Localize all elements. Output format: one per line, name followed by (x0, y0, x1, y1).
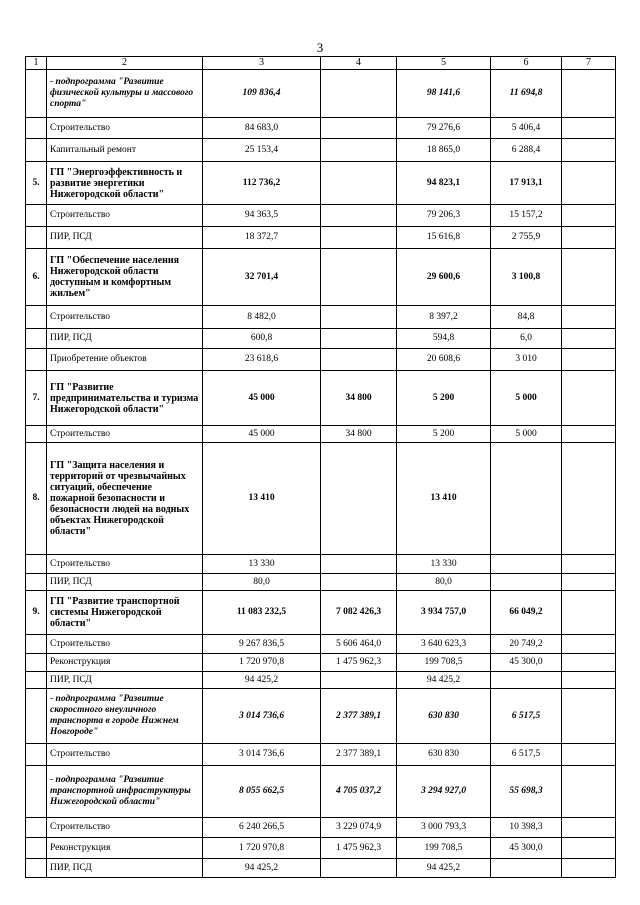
row-label: ГП "Обеспечение населения Нижегородской области доступным и комфортным жильем" (47, 249, 203, 306)
row-label: - подпрограмма "Развитие физической культуры и массового спорта" (47, 70, 203, 118)
table-cell (321, 139, 397, 162)
table-cell (491, 672, 562, 689)
table-cell: 11 083 232,5 (203, 591, 321, 635)
table-cell: 15 157,2 (491, 205, 562, 227)
table-cell: 8 397,2 (397, 306, 491, 329)
table-cell (26, 838, 47, 859)
table-cell (26, 329, 47, 349)
table-cell: 3 100,8 (491, 249, 562, 306)
row-label: ПИР, ПСД (47, 672, 203, 689)
table-cell: 6,0 (491, 329, 562, 349)
table-cell: 6 517,5 (491, 744, 562, 766)
table-row (26, 838, 616, 859)
table-cell (562, 329, 616, 349)
table-cell (321, 859, 397, 878)
row-label: ГП "Развитие предпринимательства и туризма Нижегородской области" (47, 371, 203, 426)
table-cell (26, 118, 47, 139)
table-cell: 34 800 (321, 426, 397, 443)
table-row (26, 349, 616, 371)
table-cell: 630 830 (397, 744, 491, 766)
table-row (26, 306, 616, 329)
table-cell (562, 574, 616, 591)
table-cell: 94 425,2 (397, 859, 491, 878)
table-cell: 1 475 962,3 (321, 654, 397, 672)
table-cell: 66 049,2 (491, 591, 562, 635)
table-cell: 3 000 793,3 (397, 818, 491, 838)
table-cell (321, 118, 397, 139)
table-cell: 84 683,0 (203, 118, 321, 139)
row-label: Приобретение объектов (47, 349, 203, 371)
table-cell: 1 720 970,8 (203, 838, 321, 859)
table-cell (562, 859, 616, 878)
table-row (26, 744, 616, 766)
table-cell (26, 426, 47, 443)
table-cell: 79 206,3 (397, 205, 491, 227)
row-label: Строительство (47, 306, 203, 329)
table-cell: 5 606 464,0 (321, 635, 397, 654)
table-cell: 9 267 836,5 (203, 635, 321, 654)
table-cell (562, 162, 616, 205)
row-label: ГП "Развитие транспортной системы Нижегородской области" (47, 591, 203, 635)
table-cell (26, 672, 47, 689)
header-cell: 5 (397, 57, 491, 70)
page-number: 3 (316, 40, 324, 55)
table-row (26, 162, 616, 205)
table-row (26, 139, 616, 162)
table-cell (491, 859, 562, 878)
table-cell: 8 055 662,5 (203, 766, 321, 818)
table-cell (26, 139, 47, 162)
table-cell (562, 654, 616, 672)
row-label: Строительство (47, 205, 203, 227)
table-cell (321, 162, 397, 205)
table-cell: 3 014 736,6 (203, 689, 321, 744)
table-cell: 8 482,0 (203, 306, 321, 329)
table-cell: 7 082 426,3 (321, 591, 397, 635)
header-cell: 2 (47, 57, 203, 70)
table-cell: 29 600,6 (397, 249, 491, 306)
header-cell: 6 (491, 57, 562, 70)
table-cell (562, 426, 616, 443)
table-cell: 80,0 (203, 574, 321, 591)
table-cell: 79 276,6 (397, 118, 491, 139)
table-cell: 18 372,7 (203, 227, 321, 249)
table-cell: 6 517,5 (491, 689, 562, 744)
table-cell: 10 398,3 (491, 818, 562, 838)
table-cell (26, 227, 47, 249)
table-cell (321, 249, 397, 306)
table-cell: 112 736,2 (203, 162, 321, 205)
row-label: Строительство (47, 635, 203, 654)
budget-table (25, 56, 616, 878)
table-cell: 3 934 757,0 (397, 591, 491, 635)
table-cell: 94 363,5 (203, 205, 321, 227)
table-cell (321, 70, 397, 118)
table-row (26, 689, 616, 744)
table-cell: 13 410 (203, 443, 321, 555)
table-cell: 2 377 389,1 (321, 744, 397, 766)
table-cell: 4 705 037,2 (321, 766, 397, 818)
table-cell (562, 838, 616, 859)
header-cell: 1 (26, 57, 47, 70)
table-cell (491, 443, 562, 555)
row-label: Строительство (47, 426, 203, 443)
table-cell: 3 294 927,0 (397, 766, 491, 818)
table-cell: 594,8 (397, 329, 491, 349)
table-cell (562, 139, 616, 162)
table-cell: 600,8 (203, 329, 321, 349)
table-row (26, 249, 616, 306)
table-cell (26, 818, 47, 838)
table-cell: 11 694,8 (491, 70, 562, 118)
table-cell (321, 672, 397, 689)
table-cell: 7. (26, 371, 47, 426)
table-row (26, 329, 616, 349)
table-row (26, 859, 616, 878)
table-cell (26, 654, 47, 672)
table-cell (491, 555, 562, 574)
table-cell: 9. (26, 591, 47, 635)
table-cell: 5. (26, 162, 47, 205)
table-row (26, 227, 616, 249)
table-row (26, 766, 616, 818)
header-cell: 4 (321, 57, 397, 70)
table-cell: 5 000 (491, 371, 562, 426)
table-cell (562, 306, 616, 329)
table-cell (321, 227, 397, 249)
table-cell: 34 800 (321, 371, 397, 426)
table-cell: 6 288,4 (491, 139, 562, 162)
table-cell: 199 708,5 (397, 838, 491, 859)
table-cell (26, 744, 47, 766)
table-cell: 45 000 (203, 426, 321, 443)
header-cell: 7 (562, 57, 616, 70)
row-label: ПИР, ПСД (47, 859, 203, 878)
table-cell: 45 000 (203, 371, 321, 426)
table-cell (562, 227, 616, 249)
table-cell: 5 200 (397, 371, 491, 426)
table-cell (562, 766, 616, 818)
row-label: Реконструкция (47, 838, 203, 859)
table-cell: 5 200 (397, 426, 491, 443)
row-label: Строительство (47, 555, 203, 574)
table-cell (562, 744, 616, 766)
table-cell (562, 70, 616, 118)
table-cell (321, 555, 397, 574)
table-cell: 5 000 (491, 426, 562, 443)
table-cell (562, 249, 616, 306)
table-cell: 6. (26, 249, 47, 306)
table-cell: 32 701,4 (203, 249, 321, 306)
table-cell: 3 014 736,6 (203, 744, 321, 766)
table-row (26, 574, 616, 591)
row-label: - подпрограмма "Развитие транспортной инфраструктуры Нижегородской области" (47, 766, 203, 818)
table-cell (562, 371, 616, 426)
table-cell (321, 306, 397, 329)
table-cell: 23 618,6 (203, 349, 321, 371)
row-label: Реконструкция (47, 654, 203, 672)
table-row (26, 818, 616, 838)
table-cell: 98 141,6 (397, 70, 491, 118)
table-cell: 45 300,0 (491, 654, 562, 672)
table-cell: 25 153,4 (203, 139, 321, 162)
table-cell (562, 672, 616, 689)
table-cell (321, 329, 397, 349)
table-cell (321, 349, 397, 371)
table-cell: 94 425,2 (397, 672, 491, 689)
table-cell (562, 118, 616, 139)
table-cell: 1 720 970,8 (203, 654, 321, 672)
table-cell (562, 349, 616, 371)
table-row (26, 654, 616, 672)
table-cell (26, 689, 47, 744)
table-cell: 8. (26, 443, 47, 555)
row-label: - подпрограмма "Развитие скоростного внеуличного транспорта в городе Нижнем Новгороде" (47, 689, 203, 744)
row-label: ПИР, ПСД (47, 329, 203, 349)
row-label: Капитальный ремонт (47, 139, 203, 162)
table-cell (26, 574, 47, 591)
table-row (26, 426, 616, 443)
table-row (26, 118, 616, 139)
table-cell: 2 755,9 (491, 227, 562, 249)
table-row (26, 205, 616, 227)
table-row (26, 635, 616, 654)
table-cell: 630 830 (397, 689, 491, 744)
table-row (26, 70, 616, 118)
table-cell: 80,0 (397, 574, 491, 591)
table-cell: 1 475 962,3 (321, 838, 397, 859)
header-row (26, 57, 616, 70)
table-row (26, 672, 616, 689)
table-cell: 13 410 (397, 443, 491, 555)
row-label: ПИР, ПСД (47, 227, 203, 249)
table-cell: 17 913,1 (491, 162, 562, 205)
table-cell: 6 240 266,5 (203, 818, 321, 838)
table-cell: 15 616,8 (397, 227, 491, 249)
table-cell (26, 635, 47, 654)
table-cell (562, 205, 616, 227)
table-cell: 199 708,5 (397, 654, 491, 672)
table-cell (562, 635, 616, 654)
table-cell: 55 698,3 (491, 766, 562, 818)
table-cell: 94 823,1 (397, 162, 491, 205)
table-cell (562, 443, 616, 555)
table-cell (321, 574, 397, 591)
table-cell: 94 425,2 (203, 672, 321, 689)
table-row (26, 555, 616, 574)
table-cell: 20 608,6 (397, 349, 491, 371)
table-cell (26, 70, 47, 118)
table-row (26, 443, 616, 555)
table-cell (491, 574, 562, 591)
table-cell (26, 766, 47, 818)
row-label: ГП "Энергоэффективность и развитие энергетики Нижегородской области" (47, 162, 203, 205)
row-label: Строительство (47, 118, 203, 139)
table-cell (26, 306, 47, 329)
table-cell (562, 689, 616, 744)
row-label: ПИР, ПСД (47, 574, 203, 591)
table-cell: 94 425,2 (203, 859, 321, 878)
table-cell (26, 349, 47, 371)
table-cell (321, 205, 397, 227)
row-label: Строительство (47, 744, 203, 766)
table-cell (26, 205, 47, 227)
table-cell (562, 818, 616, 838)
table-cell (562, 591, 616, 635)
table-cell: 13 330 (397, 555, 491, 574)
header-cell: 3 (203, 57, 321, 70)
table-cell (26, 555, 47, 574)
table-cell: 3 010 (491, 349, 562, 371)
table-cell (321, 443, 397, 555)
table-cell (562, 555, 616, 574)
row-label: ГП "Защита населения и территорий от чрезвычайных ситуаций, обеспечение пожарной безопасности и безопасности людей на водных объектах Нижегородской области" (47, 443, 203, 555)
table-cell (26, 859, 47, 878)
table-cell: 45 300,0 (491, 838, 562, 859)
table-row (26, 371, 616, 426)
table-cell: 84,8 (491, 306, 562, 329)
table-cell: 109 836,4 (203, 70, 321, 118)
table-cell: 13 330 (203, 555, 321, 574)
table-cell: 20 749,2 (491, 635, 562, 654)
table-row (26, 591, 616, 635)
table-cell: 3 229 074,9 (321, 818, 397, 838)
table-cell: 2 377 389,1 (321, 689, 397, 744)
table-cell: 3 640 623,3 (397, 635, 491, 654)
table-cell: 5 406,4 (491, 118, 562, 139)
row-label: Строительство (47, 818, 203, 838)
table-cell: 18 865,0 (397, 139, 491, 162)
